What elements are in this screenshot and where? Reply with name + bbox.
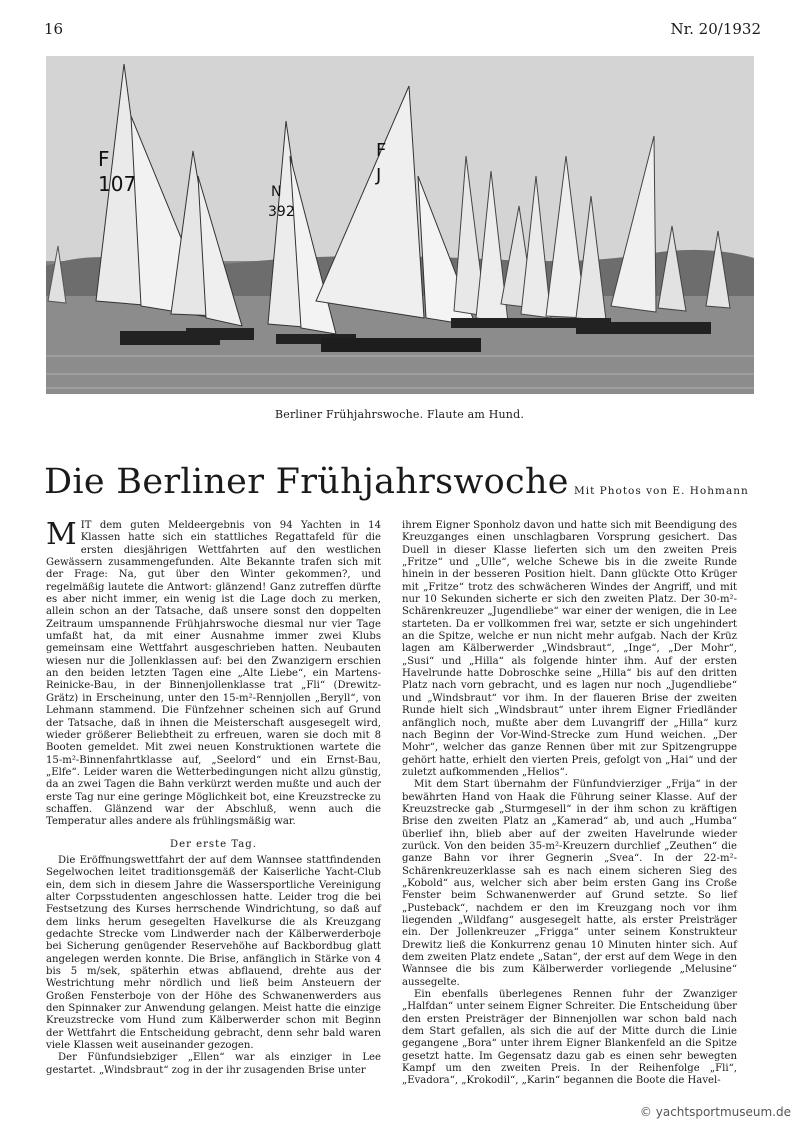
issue-number: Nr. 20/1932 xyxy=(670,20,761,38)
article-paragraph: ihrem Eigner Sponholz davon und hatte sich mit Beendigung des Kreuzganges einen unschlagbaren Vorsprung gesichert. Das Duell in dieser Klasse lieferten sich um den zweiten Preis „Fritze“ und „Ulle“, welche Schewe bis in die zweite Runde hinein in der besseren Position hielt. Dann glückte Otto Krüger mit „Fritze“ trotz des schwächeren Windes der Angriff, und mit nur 10 Sekunden sicherte er sich den zweiten Platz. Der 30-m²-Schärenkreuzer „Jugendliebe“ war einer der wenigen, die in Lee starteten. Da er vollkommen frei war, setzte er sich ungehindert an die Spitze, welche er nun nicht mehr aufgab. Nach der Krüz lagen am Kälberwerder „Windsbraut“, „Inge“, „Der Mohr“, „Susi“ und „Hilla“ als folgende hinter ihm. Auf der ersten Havelrunde hatte Dobroschke seine „Hilla“ bis auf den dritten Platz nach vorn gebracht, und es lagen nur noch „Jugendliebe“ und „Windsbraut“ vor ihm. In der flaueren Brise der zweiten Runde hielt sich „Windsbraut“ unter ihrem Eigner Friedländer anfänglich noch, mußte aber dem Luvangriff der „Hilla“ kurz nach Beginn der Vor-Wind-Strecke zum Hund weichen. „Der Mohr“, welcher das ganze Rennen über mit zur Spitzengruppe gehört hatte, erhielt den vierten Preis, gefolgt von „Hai“ und der zuletzt aufkommenden „Helios“. xyxy=(402,520,737,778)
article-title: Die Berliner Frühjahrswoche xyxy=(44,462,569,502)
watermark: © yachtsportmuseum.de xyxy=(639,1105,791,1119)
article-column-right xyxy=(402,520,737,1088)
sailing-photo xyxy=(46,56,754,394)
page-number: 16 xyxy=(44,20,64,38)
article-paragraph: MIT dem guten Meldeergebnis von 94 Yachten in 14 Klassen hatte sich ein stattliches Regattafeld für die ersten diesjährigen Wettfahrten auf den westlichen Gewässern zusammengefunden. Alte Bekannte trafen sich mit der Frage: Na, gut über den Winter gekommen?, und regelmäßig lautete die Antwort: glänzend! Ganz zutreffen dürfte es aber nicht immer, ein wenig ist die Lage doch zu merken, allein schon an der Tatsache, daß unsere sonst den doppelten Zeitraum umspannende Frühjahrswoche diesmal nur vier Tage umfaßt hat, da mit einer Ausnahme immer zwei Klubs gemeinsam eine Wettfahrt ausgeschrieben hatten. Neubauten wiesen nur die Jollenklassen auf: bei den Zwanzigern erschien an den beiden letzten Tagen eine „Alte Liebe“, ein Martens-Reinicke-Bau, in der Binnenjollenklasse trat „Fli“ (Drewitz-Grätz) in Erscheinung, unter den 15-m²-Rennjollen „Beryll“, von Lehmann stammend. Die Fünfzehner scheinen sich auf Grund der Tatsache, daß in ihnen die Meisterschaft ausgesegelt wird, wieder größerer Beliebtheit zu erfreuen, waren sie doch mit 8 Booten gemeldet. Mit zwei neuen Konstruktionen wartete die 15-m²-Binnenfahrtklasse auf, „Seelord“ und ein Ernst-Bau, „Elfe“. Leider waren die Wetterbedingungen nicht allzu günstig, da an zwei Tagen die Bahn verkürzt werden mußte und auch der erste Tag nur eine geringe Möglichkeit bot, eine Kreuzstrecke zu schaffen. Glänzend war der Abschluß, wenn auch die Temperatur alles andere als frühlingsmäßig war. xyxy=(46,517,381,828)
svg-text:J: J xyxy=(376,165,382,186)
svg-text:107: 107 xyxy=(98,172,137,196)
drop-cap: M xyxy=(46,517,77,552)
photo-caption: Berliner Frühjahrswoche. Flaute am Hund. xyxy=(274,408,525,421)
section-heading: Der erste Tag. xyxy=(170,838,257,850)
svg-text:F: F xyxy=(98,147,110,171)
article-paragraph: Der Fünfundsiebziger „Ellen“ war als einziger in Lee gestartet. „Windsbraut“ zog in der ihr zusagenden Brise unter xyxy=(46,1052,381,1076)
article-column-left xyxy=(46,517,381,1077)
article-paragraph: Die Eröffnungswettfahrt der auf dem Wannsee stattfindenden Segelwochen leitet traditionsgemäß der Kaiserliche Yacht-Club ein, dem sich in diesem Jahre die Wassersportliche Vereinigung alter Corpsstudenten angeschlossen hatte. Leider trog die bei Festsetzung des Kurses herrschende Windrichtung, so daß auf dem links herum gesegelten Havelkurse die als Kreuzgang gedachte Strecke vom Lindwerder nach der Kälberwerderboje bei Sicherung genügender Reservehöhe auf Backbordbug glatt angelegen werden konnte. Die Brise, anfänglich in Stärke von 4 bis 5 m/sek, späterhin etwas abflauend, drehte aus der Westrichtung mehr nördlich und ließ beim Ansteuern der Großen Fensterboje von der Höhe des Schwanenwerders aus den Spinnaker zur Anwendung gelangen. Meist hatte die einzige Kreuzstrecke vom Hund zum Kälberwerder schon mit Beginn der Wettfahrt die Entscheidung gebracht, denn sehr bald waren viele Klassen weit auseinander gezogen. xyxy=(46,854,381,1052)
svg-text:392: 392 xyxy=(268,204,295,220)
article-paragraph: Ein ebenfalls überlegenes Rennen fuhr der Zwanziger „Halfdan“ unter seinem Eigner Schreiter. Die Entscheidung über den ersten Preisträger der Binnenjollen war schon bald nach dem Start gefallen, als sich die auf der Mitte durch die Linie gegangene „Bora“ unter ihrem Eigner Blankenfeld an die Spitze gesetzt hatte. Im Gegensatz dazu gab es einen sehr bewegten Kampf um den zweiten Preis. In der Reihenfolge „Fli“, „Evadora“, „Krokodil“, „Karin“ begannen die Boote die Havel- xyxy=(402,989,737,1087)
article-paragraph: Mit dem Start übernahm der Fünfundvierziger „Frija“ in der bewährten Hand von Haak die Führung seiner Klasse. Auf der Kreuzstrecke gab „Sturmgesell“ in der ihm schon zu kräftigen Brise den zweiten Platz an „Kamerad“ ab, und auch „Humba“ überlief ihn, blieb aber auf der zweiten Havelrunde wieder zurück. Von den beiden 35-m²-Kreuzern durchlief „Zeuthen“ die ganze Bahn vor ihrer Gegnerin „Svea“. In der 22-m²-Schärenkreuzerklasse sah es nach einem sicheren Sieg des „Kobold“ aus, welcher sich aber beim ersten Gang ins Croße Fenster beim Schwanenwerder auf Grund setzte. So lief „Pusteback“, nachdem er den im Kreuzgang noch vor ihm liegenden „Wildfang“ ausgesegelt hatte, als erster Preisträger ein. Der Jollenkreuzer „Frigga“ unter seinem Konstrukteur Drewitz ließ die Konkurrenz genau 10 Minuten hinter sich. Auf dem zweiten Platz endete „Satan“, der erst auf dem Wege in den Wannsee die bis zum Kälberwerder vorliegende „Melusine“ aussegelte. xyxy=(402,779,737,988)
svg-text:N: N xyxy=(271,184,282,200)
svg-text:F: F xyxy=(376,140,387,161)
photo-credit: Mit Photos von E. Hohmann xyxy=(574,485,749,497)
